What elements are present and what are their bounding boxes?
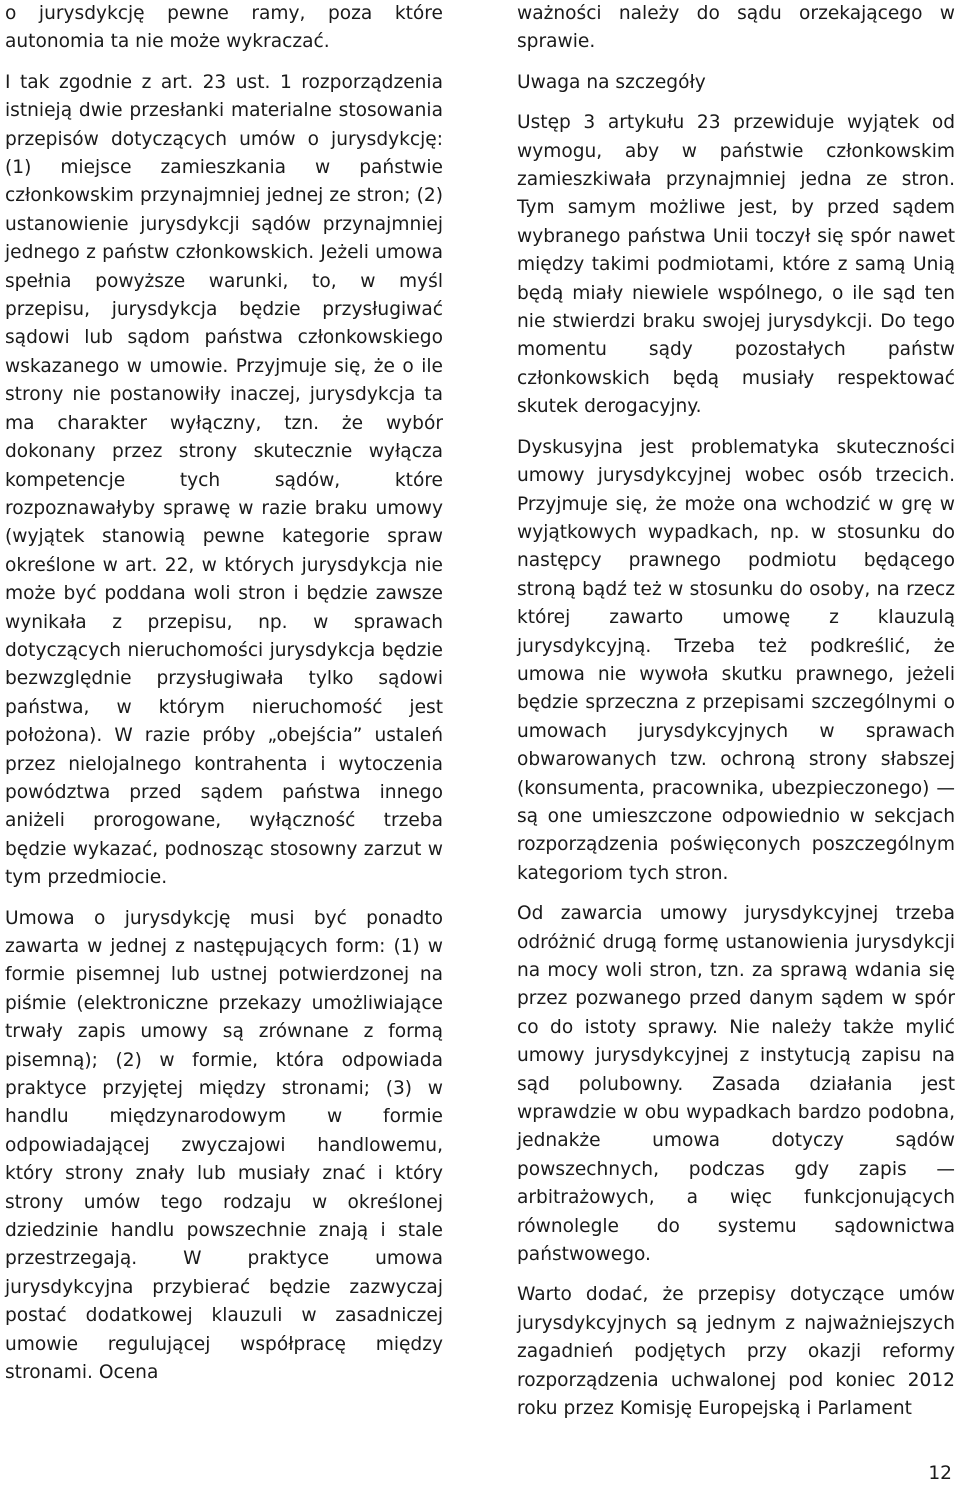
left-paragraph-1: o jurysdykcję pewne ramy, poza które autonomia ta nie może wykraczać.: [5, 3, 443, 53]
right-column: [517, 0, 955, 1436]
section-heading: Uwaga na szczegóły: [517, 71, 706, 93]
right-paragraph-1: Ustęp 3 artykułu 23 przewiduje wyjątek od wymogu, aby w państwie członkowskim zamieszkiwała przynajmniej jedna ze stron. Tym samym możliwe jest, by przed sądem wybranego państwa Unii toczył się spór nawet między takimi podmiotami, które z samą Unią będą miały niewiele wspólnego, o ile sąd ten nie stwierdzi braku swojej jurysdykcji. Do tego momentu sądy pozostałych państw członkowskich będą musiały respektować skutek derogacyjny.: [517, 112, 955, 418]
right-paragraph-2: Dyskusyjna jest problematyka skuteczności umowy jurysdykcyjnej wobec osób trzecich. Przyjmuje się, że może ona wchodzić w grę w wyjątkowych wypadkach, np. w stosunku do następcy prawnego podmiotu będącego stroną bądź też w stosunku do osoby, na rzecz której zawarto umowę z klauzulą jurysdykcyjną. Trzeba też podkreślić, że umowa nie wywoła skutku prawnego, jeżeli będzie sprzeczna z przepisami szczególnymi o umowach jurysdykcyjnych w sprawach obwarowanych tzw. ochroną strony słabszej (konsumenta, pracownika, ubezpieczonego) — są one umieszczone odpowiednio w sekcjach rozporządzenia poświęconych poszczególnym kategoriom tych stron.: [517, 436, 955, 884]
page-number: 12: [928, 1463, 952, 1484]
right-paragraph-4: Warto dodać, że przepisy dotyczące umów jurysdykcyjnych są jednym z najważniejszych zagadnień podjętych przy okazji reformy rozporządzenia uchwalonej pod koniec 2012 roku przez Komisję Europejską i Parlament: [517, 1284, 955, 1420]
left-paragraph-3: Umowa o jurysdykcję musi być ponadto zawarta w jednej z następujących form: (1) w formie pisemnej lub ustnej potwierdzonej na piśmie (elektroniczne przekazy umożliwiające trwały zapis umowy są zrównane z formą pisemną); (2) w formie, która odpowiada praktyce przyjętej między stronami; (3) w handlu międzynarodowym w formie odpowiadającej zwyczajowi handlowemu, który strony znały lub musiały znać i który strony umów tego rodzaju w określonej dziedzinie handlu powszechnie znają i stale przestrzegają. W praktyce umowa jurysdykcyjna przybierać będzie zazwyczaj postać dodatkowej klauzuli w zasadniczej umowie regulującej współpracę między stronami. Ocena: [5, 907, 443, 1384]
right-paragraph-3: Od zawarcia umowy jurysdykcyjnej trzeba odróżnić drugą formę ustanowienia jurysdykcji na mocy woli stron, tzn. za sprawą wdania się przez pozwanego przed danym sądem w spór co do istoty sprawy. Nie należy także mylić umowy jurysdykcyjnej z instytucją zapisu na sąd polubowny. Zasada działania jest wprawdzie w obu wypadkach bardzo podobna, jednakże umowa dotyczy sądów powszechnych, podczas gdy zapis — arbitrażowych, a więc funkcjonujących równolegle do systemu sądownictwa państwowego.: [517, 903, 955, 1266]
left-paragraph-2: I tak zgodnie z art. 23 ust. 1 rozporządzenia istnieją dwie przesłanki materialne stosowania przepisów dotyczących umów o jurysdykcję: (1) miejsce zamieszkania w państwie członkowskim przynajmniej jednej ze stron; (2) ustanowienie jurysdykcji sądów przynajmniej jednego z państw członkowskich. Jeżeli umowa spełnia powyższe warunki, to, w myśl przepisu, jurysdykcja będzie przysługiwać sądowi lub sądom państwa członkowskiego wskazanego w umowie. Przyjmuje się, że o ile strony nie postanowiły inaczej, jurysdykcja ta ma charakter wyłączny, tzn. że wybór dokonany przez strony skutecznie wyłącza kompetencje tych sądów, które rozpoznawałyby sprawę w razie braku umowy (wyjątek stanowią pewne kategorie spraw określone w art. 22, w których jurysdykcja nie może być poddana woli stron i będzie zawsze wynikała z przepisu, np. w sprawach dotyczących nieruchomości jurysdykcja będzie bezwzględnie przysługiwała tylko sądowi państwa, w którym nieruchomość jest położona). W razie próby „obejścia” ustaleń przez nielojalnego kontrahenta i wytoczenia powództwa przed sądem państwa innego aniżeli prorogowane, wyłączność trzeba będzie wykazać, podnosząc stosowny zarzut w tym przedmiocie.: [5, 71, 443, 889]
left-column: [5, 0, 443, 1400]
right-intro-paragraph: ważności należy do sądu orzekającego w sprawie.: [517, 3, 955, 53]
